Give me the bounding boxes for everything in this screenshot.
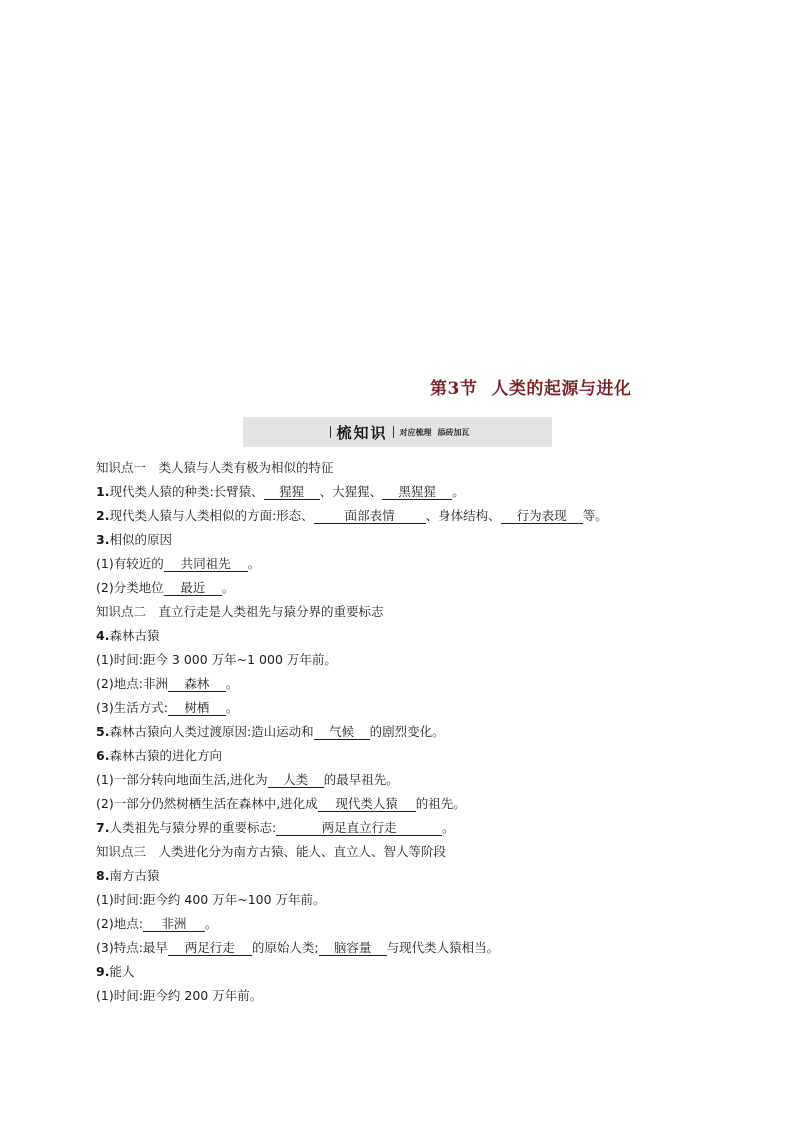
banner-divider xyxy=(330,426,331,438)
question-4 xyxy=(96,624,716,648)
question-4-2 xyxy=(96,672,716,696)
banner-sub-label: 对应梳理 xyxy=(399,427,432,437)
question-8-2 xyxy=(96,912,716,936)
question-number: 6. xyxy=(96,748,110,763)
question-number: 5. xyxy=(96,724,110,739)
question-text: 现代类人猿的种类:长臂猿、 xyxy=(109,484,264,499)
question-text: 人类祖先与猿分界的重要标志: xyxy=(109,820,277,835)
heading-text: 知识点二 直立行走是人类祖先与猿分界的重要标志 xyxy=(96,604,384,619)
section-title xyxy=(430,374,631,399)
question-text: 等。 xyxy=(582,508,608,523)
question-1 xyxy=(96,480,716,504)
question-text: 南方古猿 xyxy=(109,868,160,883)
question-text: (2)地点:非洲 xyxy=(96,676,168,691)
question-text: 。 xyxy=(442,820,455,835)
question-number: 7. xyxy=(96,820,110,835)
question-6-2 xyxy=(96,792,716,816)
question-text: (1)时间:距今约 200 万年前。 xyxy=(96,988,263,1003)
answer-blank: 现代类人猿 xyxy=(318,796,416,812)
question-text: (2)地点: xyxy=(96,916,143,931)
heading-text: 知识点一 类人猿与人类有极为相似的特征 xyxy=(96,460,334,475)
answer-blank: 共同祖先 xyxy=(164,556,248,572)
answer-blank: 两足行走 xyxy=(168,940,252,956)
question-text: 现代类人猿与人类相似的方面:形态、 xyxy=(109,508,314,523)
question-7 xyxy=(96,816,716,840)
banner-divider xyxy=(393,426,394,438)
question-text: (1)有较近的 xyxy=(96,556,164,571)
answer-blank: 非洲 xyxy=(143,916,205,932)
question-text: 森林古猿向人类过渡原因:造山运动和 xyxy=(109,724,314,739)
answer-blank: 气候 xyxy=(314,724,370,740)
answer-blank: 黑猩猩 xyxy=(382,484,452,500)
question-text: 。 xyxy=(452,484,465,499)
question-text: 与现代类人猿相当。 xyxy=(386,940,500,955)
question-6-1 xyxy=(96,768,716,792)
question-9 xyxy=(96,960,716,984)
question-number: 2. xyxy=(96,508,110,523)
question-text: (3)生活方式: xyxy=(96,700,168,715)
question-text: 森林古猿 xyxy=(109,628,160,643)
answer-blank: 森林 xyxy=(168,676,226,692)
question-text: 。 xyxy=(225,676,239,691)
question-text: 能人 xyxy=(109,964,135,979)
question-6 xyxy=(96,744,716,768)
question-4-1 xyxy=(96,648,716,672)
question-8-1 xyxy=(96,888,716,912)
question-3 xyxy=(96,528,716,552)
question-3-2 xyxy=(96,576,716,600)
answer-blank: 脑容量 xyxy=(319,940,387,956)
knowledge-point-heading xyxy=(96,840,716,864)
question-text: 。 xyxy=(225,700,239,715)
knowledge-point-heading xyxy=(96,456,716,480)
question-text: 。 xyxy=(221,580,235,595)
question-5 xyxy=(96,720,716,744)
knowledge-point-heading xyxy=(96,600,716,624)
answer-blank: 两足直立行走 xyxy=(276,820,442,836)
question-text: (1)时间:距今约 400 万年~100 万年前。 xyxy=(96,892,326,907)
question-text: (3)特点:最早 xyxy=(96,940,168,955)
question-number: 8. xyxy=(96,868,110,883)
question-number: 9. xyxy=(96,964,110,979)
question-text: 相似的原因 xyxy=(109,532,172,547)
question-text: 森林古猿的进化方向 xyxy=(109,748,222,763)
question-4-3 xyxy=(96,696,716,720)
section-banner xyxy=(243,417,552,447)
question-text: 的祖先。 xyxy=(415,796,466,811)
answer-blank: 人类 xyxy=(268,772,324,788)
question-text: 的剧烈变化。 xyxy=(369,724,445,739)
question-9-1 xyxy=(96,984,716,1008)
question-text: 、大猩猩、 xyxy=(319,484,383,499)
question-8 xyxy=(96,864,716,888)
question-text: 。 xyxy=(247,556,261,571)
question-text: 、身体结构、 xyxy=(425,508,501,523)
question-3-1 xyxy=(96,552,716,576)
banner-main-label: 梳知识 xyxy=(336,423,388,442)
question-text: (2)一部分仍然树栖生活在森林中,进化成 xyxy=(96,796,318,811)
answer-blank: 面部表情 xyxy=(314,508,426,524)
answer-blank: 行为表现 xyxy=(501,508,583,524)
question-text: 。 xyxy=(204,916,218,931)
question-number: 4. xyxy=(96,628,110,643)
section-number: 第3节 xyxy=(430,379,478,399)
question-text: (2)分类地位 xyxy=(96,580,164,595)
heading-text: 知识点三 人类进化分为南方古猿、能人、直立人、智人等阶段 xyxy=(96,844,447,859)
question-text: 的最早祖先。 xyxy=(323,772,399,787)
question-text: (1)时间:距今 3 000 万年~1 000 万年前。 xyxy=(96,652,337,667)
banner-sub-label-2: 添砖加瓦 xyxy=(437,427,470,437)
question-number: 1. xyxy=(96,484,110,499)
answer-blank: 最近 xyxy=(164,580,222,596)
knowledge-list xyxy=(96,456,716,1008)
question-8-3 xyxy=(96,936,716,960)
section-name: 人类的起源与进化 xyxy=(491,379,632,399)
answer-blank: 猩猩 xyxy=(264,484,320,500)
question-text: 的原始人类; xyxy=(251,940,319,955)
question-text: (1)一部分转向地面生活,进化为 xyxy=(96,772,268,787)
question-number: 3. xyxy=(96,532,110,547)
answer-blank: 树栖 xyxy=(168,700,226,716)
question-2 xyxy=(96,504,716,528)
